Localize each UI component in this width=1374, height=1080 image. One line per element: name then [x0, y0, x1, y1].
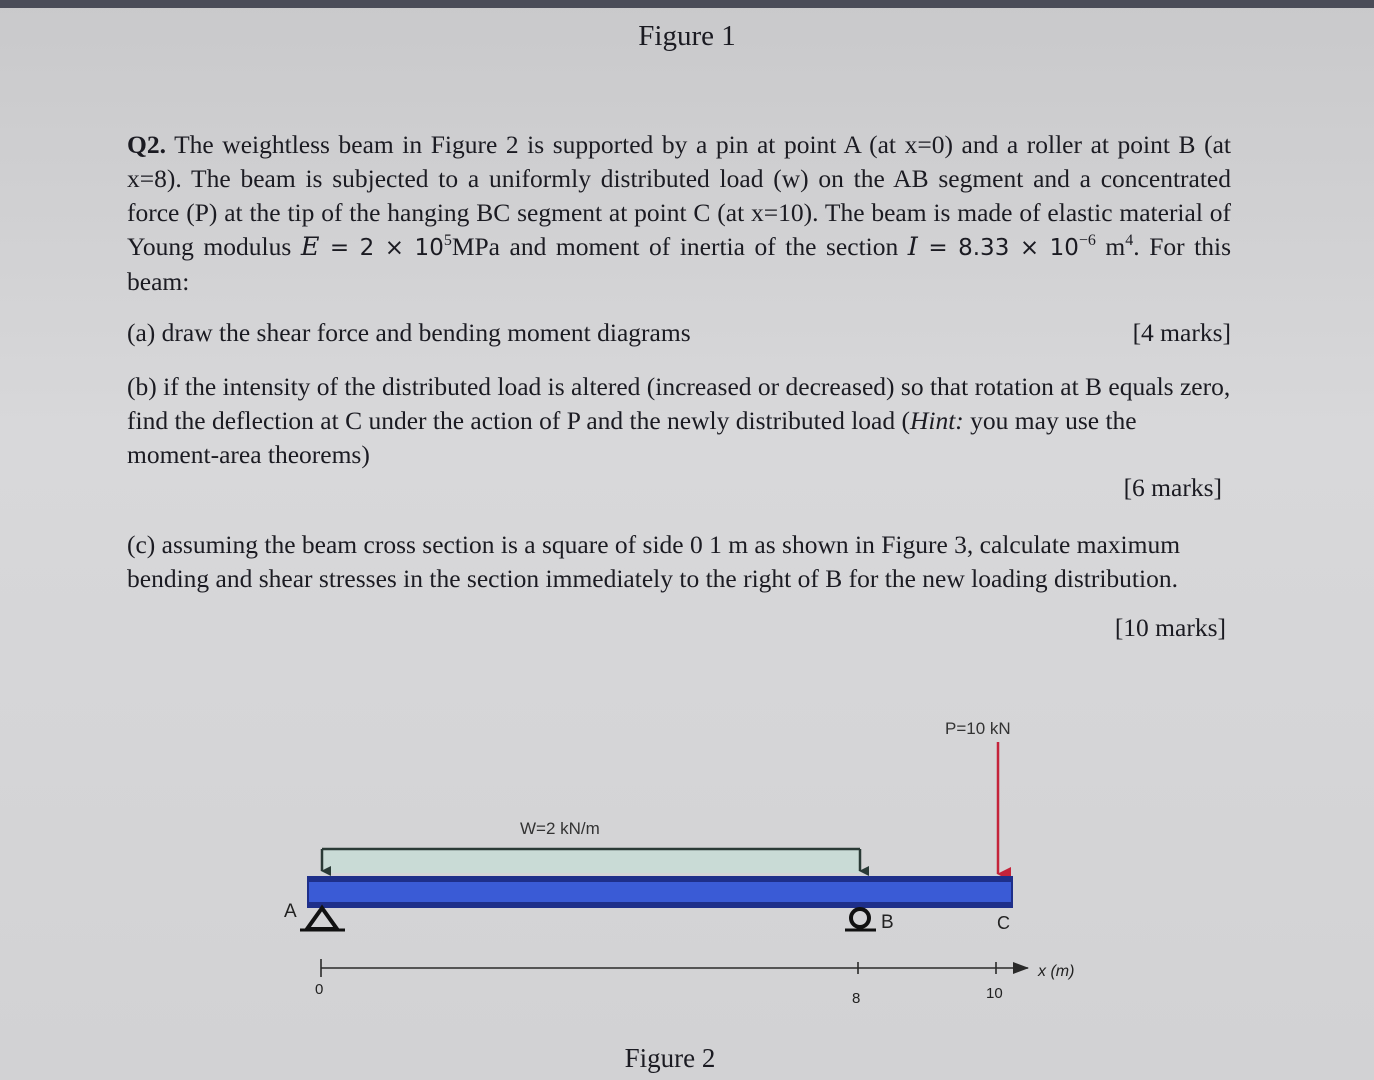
pin-triangle	[307, 908, 337, 929]
question-label: Q2.	[127, 130, 166, 159]
point-b-label: B	[881, 912, 894, 933]
figure-2-caption: Figure 2	[624, 1043, 716, 1073]
axis-tick-label-10: 10	[986, 985, 1003, 1002]
roller-support-b	[845, 909, 894, 933]
part-c-marks: [10 marks]	[1114, 613, 1226, 642]
axis-tick-label-8: 8	[852, 990, 861, 1007]
load-region	[322, 849, 860, 873]
roller-circle	[851, 909, 869, 927]
part-b-text: (b) if the intensity of the distributed load is altered (increased or decreased) so that rotation at B equals zero, find the deflection at C under the action of P and the newly distributed load (Hint: you may use the moment-area theorems)	[127, 372, 1231, 469]
beam-body	[309, 882, 1011, 902]
part-c-text: (c) assuming the beam cross section is a square of side 0 1 m as shown in Figure 3, calculate maximum bending and shear stresses in the section immediately to the right of B for the new loading distribution.	[127, 530, 1181, 593]
force-label: P=10 kN	[945, 719, 1011, 738]
distributed-load	[322, 819, 860, 873]
point-force	[945, 719, 1011, 874]
figure-1-caption: Figure 1	[638, 20, 736, 52]
point-c-label: C	[997, 913, 1010, 933]
question-2-text: Q2. The weightless beam in Figure 2 is supported by a pin at point A (at x=0) and a roller at point B (at x=8). The beam is subjected to a uniformly distributed load (w) on the AB segment and a concentrated force (P) at the tip of the hanging BC segment at point C (at x=10). The beam is made of elastic material of Young modulus $E = 2 \times 10^5MPa$ and moment of inertia of the section $I = 8.33 \times 10^{-6}$ $m^4$. For this beam:	[127, 130, 1232, 296]
axis-label: x (m)	[1038, 963, 1075, 980]
part-b-marks: [6 marks]	[1123, 473, 1222, 502]
axis-tick-label-0: 0	[315, 981, 324, 998]
beam	[307, 876, 1013, 908]
load-label: W=2 kN/m	[520, 819, 600, 838]
part-a-text: (a) draw the shear force and bending moment diagrams	[127, 318, 691, 347]
x-axis	[315, 959, 1074, 1007]
part-a-marks: [4 marks]	[1132, 318, 1231, 347]
point-a-label: A	[284, 901, 297, 922]
